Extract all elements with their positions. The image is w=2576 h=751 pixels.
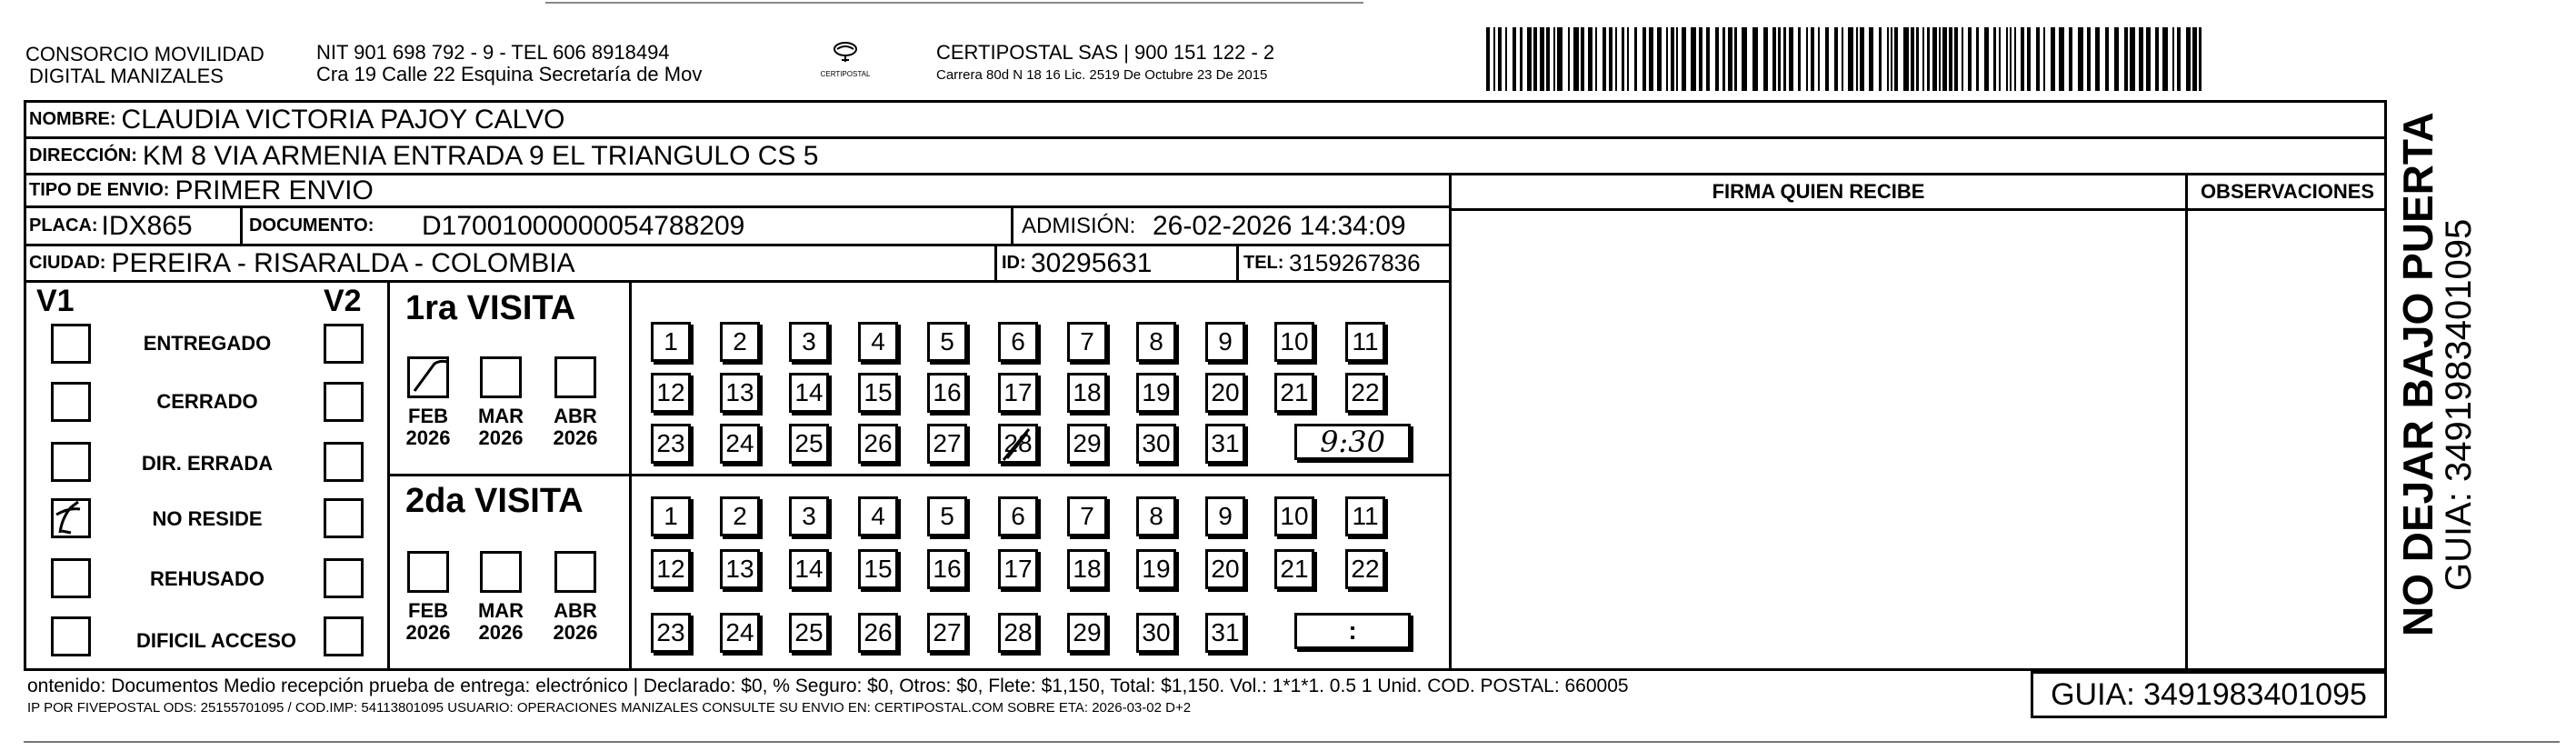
day-number: 26 xyxy=(864,618,893,646)
v1-checkbox-dir-errada[interactable] xyxy=(51,442,91,482)
tipo-envio-row xyxy=(25,175,1451,208)
first-visit-day-4[interactable] xyxy=(858,322,898,362)
no-dejar-bajo-puerta: NO DEJAR BAJO PUERTA xyxy=(2394,112,2441,636)
first-visit-day-10[interactable] xyxy=(1274,322,1314,362)
first-visit-day-7[interactable] xyxy=(1067,322,1107,362)
day-number: 20 xyxy=(1211,555,1240,583)
first-visit-label: 1ra VISITA xyxy=(405,289,576,327)
second-visit-day-22[interactable] xyxy=(1345,549,1385,589)
first-visit-day-25[interactable] xyxy=(789,424,829,464)
courier-info xyxy=(936,42,1274,84)
month-name: ABR xyxy=(554,599,597,622)
day-number: 21 xyxy=(1280,555,1309,583)
tipo-envio-value: PRIMER ENVIO xyxy=(175,175,374,205)
second-visit-day-13[interactable] xyxy=(720,549,760,589)
reason-label-dir-errada: DIR. ERRADA xyxy=(141,452,274,475)
first-visit-day-9[interactable] xyxy=(1205,322,1245,362)
month-name: MAR xyxy=(477,405,524,427)
day-number: 4 xyxy=(871,327,885,355)
month-name: MAR xyxy=(477,599,524,622)
day-number: 1 xyxy=(664,502,678,530)
day-number: 18 xyxy=(1073,378,1102,406)
first-visit-day-26[interactable] xyxy=(858,424,898,464)
second-visit-day-14[interactable] xyxy=(789,549,829,589)
ciudad-label: CIUDAD: xyxy=(29,253,106,273)
admision-label: ADMISIÓN: xyxy=(1022,213,1136,238)
second-visit-day-24[interactable] xyxy=(720,613,760,653)
day-number: 15 xyxy=(864,378,893,406)
first-visit-day-13[interactable] xyxy=(720,373,760,413)
second-visit-day-17[interactable] xyxy=(998,549,1038,589)
first-visit-day-2[interactable] xyxy=(720,322,760,362)
first-visit-day-23[interactable] xyxy=(651,424,691,464)
day-number: 10 xyxy=(1280,327,1309,355)
second-visit-day-12[interactable] xyxy=(651,549,691,589)
second-visit-day-20[interactable] xyxy=(1205,549,1245,589)
v2-label: V2 xyxy=(324,284,362,318)
day-number: 3 xyxy=(802,502,816,530)
first-visit-day-31[interactable] xyxy=(1205,424,1245,464)
v2-checkbox-no-reside[interactable] xyxy=(324,498,364,538)
day-number: 4 xyxy=(871,502,885,530)
day-number: 2 xyxy=(733,327,747,355)
day-number: 28 xyxy=(1003,429,1033,457)
v1-checkbox-dificil-acceso[interactable] xyxy=(51,616,91,656)
company-contact xyxy=(316,42,702,85)
v1-checkbox-rehusado[interactable] xyxy=(51,558,91,598)
second-visit-label: 2da VISITA xyxy=(405,482,584,520)
handwritten-check-mark xyxy=(998,424,1038,464)
handwritten-check-mark xyxy=(51,498,91,538)
courier-logo xyxy=(818,40,873,85)
second-visit-day-1[interactable] xyxy=(651,496,691,536)
documento-value: D17001000000054788209 xyxy=(422,210,745,241)
divider-ciudad-id xyxy=(994,246,997,283)
documento-label: DOCUMENTO: xyxy=(249,215,374,235)
address-line: Cra 19 Calle 22 Esquina Secretaría de Mov xyxy=(316,63,703,85)
company-line-1: CONSORCIO MOVILIDAD xyxy=(25,43,265,65)
v1-checkbox-entregado[interactable] xyxy=(51,324,91,364)
ciudad-value: PEREIRA - RISARALDA - COLOMBIA xyxy=(111,247,575,278)
first-visit-day-16[interactable] xyxy=(927,373,967,413)
first-visit-day-29[interactable] xyxy=(1067,424,1107,464)
day-number: 23 xyxy=(656,429,685,457)
direccion-label: DIRECCIÓN: xyxy=(29,145,137,165)
v2-checkbox-dificil-acceso[interactable] xyxy=(324,616,364,656)
side-warning xyxy=(2396,112,2478,636)
first-visit-day-17[interactable] xyxy=(998,373,1038,413)
second-visit-day-4[interactable] xyxy=(858,496,898,536)
first-visit-day-5[interactable] xyxy=(927,322,967,362)
day-number: 5 xyxy=(940,327,954,355)
day-number: 23 xyxy=(656,618,685,646)
second-visit-day-15[interactable] xyxy=(858,549,898,589)
month-name: FEB xyxy=(408,599,448,622)
day-number: 16 xyxy=(933,555,962,583)
day-number: 22 xyxy=(1351,555,1380,583)
second-visit-day-19[interactable] xyxy=(1136,549,1176,589)
second-visit-day-5[interactable] xyxy=(927,496,967,536)
second-visit-month-label-mar xyxy=(474,600,528,644)
first-visit-month-label-feb xyxy=(401,406,455,449)
day-number: 8 xyxy=(1149,327,1163,355)
day-number: 22 xyxy=(1351,378,1380,406)
footer-line-1: ontenido: Documentos Medio recepción prueba de entrega: electrónico | Declarado: $0, % Seguro: $0, Otros: $0, Flete: $1,150, Total: $1,150. Vol.: 1*1*1. 0.5 1 Unid. COD. POSTAL: 660005 xyxy=(27,676,1629,696)
day-number: 8 xyxy=(1149,502,1163,530)
second-visit-day-7[interactable] xyxy=(1067,496,1107,536)
divider-doc-admision xyxy=(1011,208,1013,246)
second-visit-time-box[interactable] xyxy=(1294,613,1411,649)
v1-checkbox-cerrado[interactable] xyxy=(51,382,91,422)
second-visit-month-label-abr xyxy=(548,600,603,644)
first-visit-day-30[interactable] xyxy=(1136,424,1176,464)
second-visit-day-6[interactable] xyxy=(998,496,1038,536)
v1-label: V1 xyxy=(36,284,75,318)
top-edge-line xyxy=(545,2,1363,4)
day-number: 21 xyxy=(1280,378,1309,406)
v2-checkbox-cerrado[interactable] xyxy=(324,382,364,422)
day-number: 10 xyxy=(1280,502,1309,530)
second-visit-day-27[interactable] xyxy=(927,613,967,653)
footer-text xyxy=(27,675,1629,718)
day-number: 24 xyxy=(725,429,754,457)
firma-area[interactable] xyxy=(1452,211,2185,666)
courier-line-1: CERTIPOSTAL SAS | 900 151 122 - 2 xyxy=(936,41,1275,64)
first-visit-month-label-mar xyxy=(474,406,528,449)
second-visit-day-2[interactable] xyxy=(720,496,760,536)
nombre-label: NOMBRE: xyxy=(29,109,116,129)
second-visit-month-abr[interactable] xyxy=(554,551,596,593)
placa-value: IDX865 xyxy=(101,210,193,241)
first-visit-time-value: 9:30 xyxy=(1320,425,1385,459)
second-visit-day-29[interactable] xyxy=(1067,613,1107,653)
id-label: ID: xyxy=(1002,253,1026,273)
first-visit-month-label-abr xyxy=(548,406,603,449)
first-visit-day-6[interactable] xyxy=(998,322,1038,362)
observaciones-area[interactable] xyxy=(2188,211,2387,666)
day-number: 9 xyxy=(1218,502,1233,530)
day-number: 28 xyxy=(1003,618,1033,646)
month-name: FEB xyxy=(408,405,448,427)
tel-label: TEL: xyxy=(1243,253,1284,273)
first-visit-day-18[interactable] xyxy=(1067,373,1107,413)
divider-placa-doc xyxy=(240,208,243,246)
footer-line-2: IP POR FIVEPOSTAL ODS: 25155701095 / COD.IMP: 54113801095 USUARIO: OPERACIONES MANIZALES CONSULTE SU ENVIO EN: CERTIPOSTAL.COM SOBRE ETA: 2026-03-02 D+2 xyxy=(27,700,1192,716)
day-number: 11 xyxy=(1352,502,1379,530)
first-visit-day-28[interactable] xyxy=(998,424,1038,464)
month-year: 2026 xyxy=(405,426,451,449)
month-year: 2026 xyxy=(553,621,598,644)
v1-checkbox-no-reside[interactable] xyxy=(51,498,91,538)
day-number: 25 xyxy=(794,429,824,457)
second-visit-day-8[interactable] xyxy=(1136,496,1176,536)
footer-guia-value: GUIA: 3491983401095 xyxy=(2051,676,2367,712)
day-number: 1 xyxy=(664,327,678,355)
id-value: 30295631 xyxy=(1031,247,1153,278)
second-visit-day-25[interactable] xyxy=(789,613,829,653)
nombre-row xyxy=(25,103,2385,139)
first-visit-day-8[interactable] xyxy=(1136,322,1176,362)
second-visit-day-18[interactable] xyxy=(1067,549,1107,589)
day-number: 17 xyxy=(1003,555,1033,583)
courier-logo-icon xyxy=(832,40,859,65)
month-year: 2026 xyxy=(478,621,524,644)
reason-label-dificil-acceso: DIFICIL ACCESO xyxy=(135,629,296,652)
month-year: 2026 xyxy=(553,426,598,449)
nit-line: NIT 901 698 792 - 9 - TEL 606 8918494 xyxy=(316,41,670,64)
day-number: 27 xyxy=(933,429,962,457)
logo-text: CERTIPOSTAL xyxy=(820,70,871,78)
second-visit-day-11[interactable] xyxy=(1345,496,1385,536)
second-visit-day-21[interactable] xyxy=(1274,549,1314,589)
day-number: 29 xyxy=(1073,618,1102,646)
side-guia-number: GUIA: 3491983401095 xyxy=(2439,218,2479,591)
second-visit-day-31[interactable] xyxy=(1205,613,1245,653)
firma-label: FIRMA QUIEN RECIBE xyxy=(1712,180,1925,203)
day-number: 18 xyxy=(1073,555,1102,583)
first-visit-day-20[interactable] xyxy=(1205,373,1245,413)
second-visit-day-16[interactable] xyxy=(927,549,967,589)
v2-checkbox-entregado[interactable] xyxy=(324,324,364,364)
nombre-value: CLAUDIA VICTORIA PAJOY CALVO xyxy=(121,104,565,135)
barcode xyxy=(1486,27,2213,93)
day-number: 30 xyxy=(1142,618,1171,646)
reason-label-rehusado: REHUSADO xyxy=(150,567,265,590)
second-visit-day-26[interactable] xyxy=(858,613,898,653)
second-visit-day-30[interactable] xyxy=(1136,613,1176,653)
v2-checkbox-dir-errada[interactable] xyxy=(324,442,364,482)
month-year: 2026 xyxy=(405,621,451,644)
company-name xyxy=(25,44,265,87)
day-number: 30 xyxy=(1142,429,1171,457)
first-visit-day-24[interactable] xyxy=(720,424,760,464)
observaciones-label: OBSERVACIONES xyxy=(2200,180,2375,203)
second-visit-month-mar[interactable] xyxy=(480,551,522,593)
day-number: 6 xyxy=(1011,502,1025,530)
day-number: 19 xyxy=(1142,378,1171,406)
handwritten-check-mark xyxy=(407,356,449,398)
month-year: 2026 xyxy=(478,426,524,449)
second-visit-time-value: : xyxy=(1348,616,1357,645)
day-number: 3 xyxy=(802,327,816,355)
month-name: ABR xyxy=(554,405,597,427)
day-number: 6 xyxy=(1011,327,1025,355)
day-number: 7 xyxy=(1080,502,1094,530)
reason-label-entregado: ENTREGADO xyxy=(143,332,272,355)
first-visit-day-3[interactable] xyxy=(789,322,829,362)
direccion-row xyxy=(25,139,2385,175)
first-visit-day-22[interactable] xyxy=(1345,373,1385,413)
footer-guia-box xyxy=(2031,671,2387,718)
day-number: 19 xyxy=(1142,555,1171,583)
first-visit-day-1[interactable] xyxy=(651,322,691,362)
day-number: 5 xyxy=(940,502,954,530)
divider-id-tel xyxy=(1236,246,1239,283)
day-number: 16 xyxy=(933,378,962,406)
day-number: 17 xyxy=(1003,378,1033,406)
placa-label: PLACA: xyxy=(29,215,98,235)
day-number: 15 xyxy=(864,555,893,583)
first-visit-day-15[interactable] xyxy=(858,373,898,413)
day-number: 12 xyxy=(656,555,685,583)
second-visit-day-28[interactable] xyxy=(998,613,1038,653)
first-visit-day-27[interactable] xyxy=(927,424,967,464)
day-number: 9 xyxy=(1218,327,1233,355)
first-visit-month-feb[interactable] xyxy=(407,356,449,398)
tipo-envio-label: TIPO DE ENVIO: xyxy=(29,180,170,200)
day-number: 26 xyxy=(864,429,893,457)
admision-value: 26-02-2026 14:34:09 xyxy=(1153,210,1406,241)
v2-checkbox-rehusado[interactable] xyxy=(324,558,364,598)
reason-label-no-reside: NO RESIDE xyxy=(152,507,263,530)
day-number: 14 xyxy=(794,555,824,583)
day-number: 14 xyxy=(794,378,824,406)
divider-visit1-visit2 xyxy=(387,474,1451,476)
first-visit-time-box[interactable] xyxy=(1294,424,1411,460)
second-visit-day-23[interactable] xyxy=(651,613,691,653)
tel-value: 3159267836 xyxy=(1289,249,1421,276)
first-visit-day-21[interactable] xyxy=(1274,373,1314,413)
day-number: 31 xyxy=(1211,618,1240,646)
day-number: 12 xyxy=(656,378,685,406)
day-number: 13 xyxy=(725,555,754,583)
day-number: 31 xyxy=(1211,429,1240,457)
day-number: 2 xyxy=(733,502,747,530)
company-line-2: DIGITAL MANIZALES xyxy=(29,65,224,87)
day-number: 7 xyxy=(1080,327,1094,355)
second-visit-month-label-feb xyxy=(401,600,455,644)
direccion-value: KM 8 VIA ARMENIA ENTRADA 9 EL TRIANGULO CS 5 xyxy=(142,140,819,171)
day-number: 13 xyxy=(725,378,754,406)
day-number: 29 xyxy=(1073,429,1102,457)
first-visit-month-mar[interactable] xyxy=(480,356,522,398)
day-number: 24 xyxy=(725,618,754,646)
day-number: 27 xyxy=(933,618,962,646)
reason-label-cerrado: CERRADO xyxy=(156,390,258,413)
day-number: 25 xyxy=(794,618,824,646)
second-visit-day-3[interactable] xyxy=(789,496,829,536)
courier-line-2: Carrera 80d N 18 16 Lic. 2519 De Octubre 23 De 2015 xyxy=(936,67,1268,83)
second-visit-day-9[interactable] xyxy=(1205,496,1245,536)
first-visit-month-abr[interactable] xyxy=(554,356,596,398)
first-visit-day-12[interactable] xyxy=(651,373,691,413)
second-visit-month-feb[interactable] xyxy=(407,551,449,593)
first-visit-day-14[interactable] xyxy=(789,373,829,413)
day-number: 11 xyxy=(1352,327,1379,355)
bottom-edge-line xyxy=(24,741,2560,743)
second-visit-day-10[interactable] xyxy=(1274,496,1314,536)
first-visit-day-19[interactable] xyxy=(1136,373,1176,413)
day-number: 20 xyxy=(1211,378,1240,406)
first-visit-day-11[interactable] xyxy=(1345,322,1385,362)
